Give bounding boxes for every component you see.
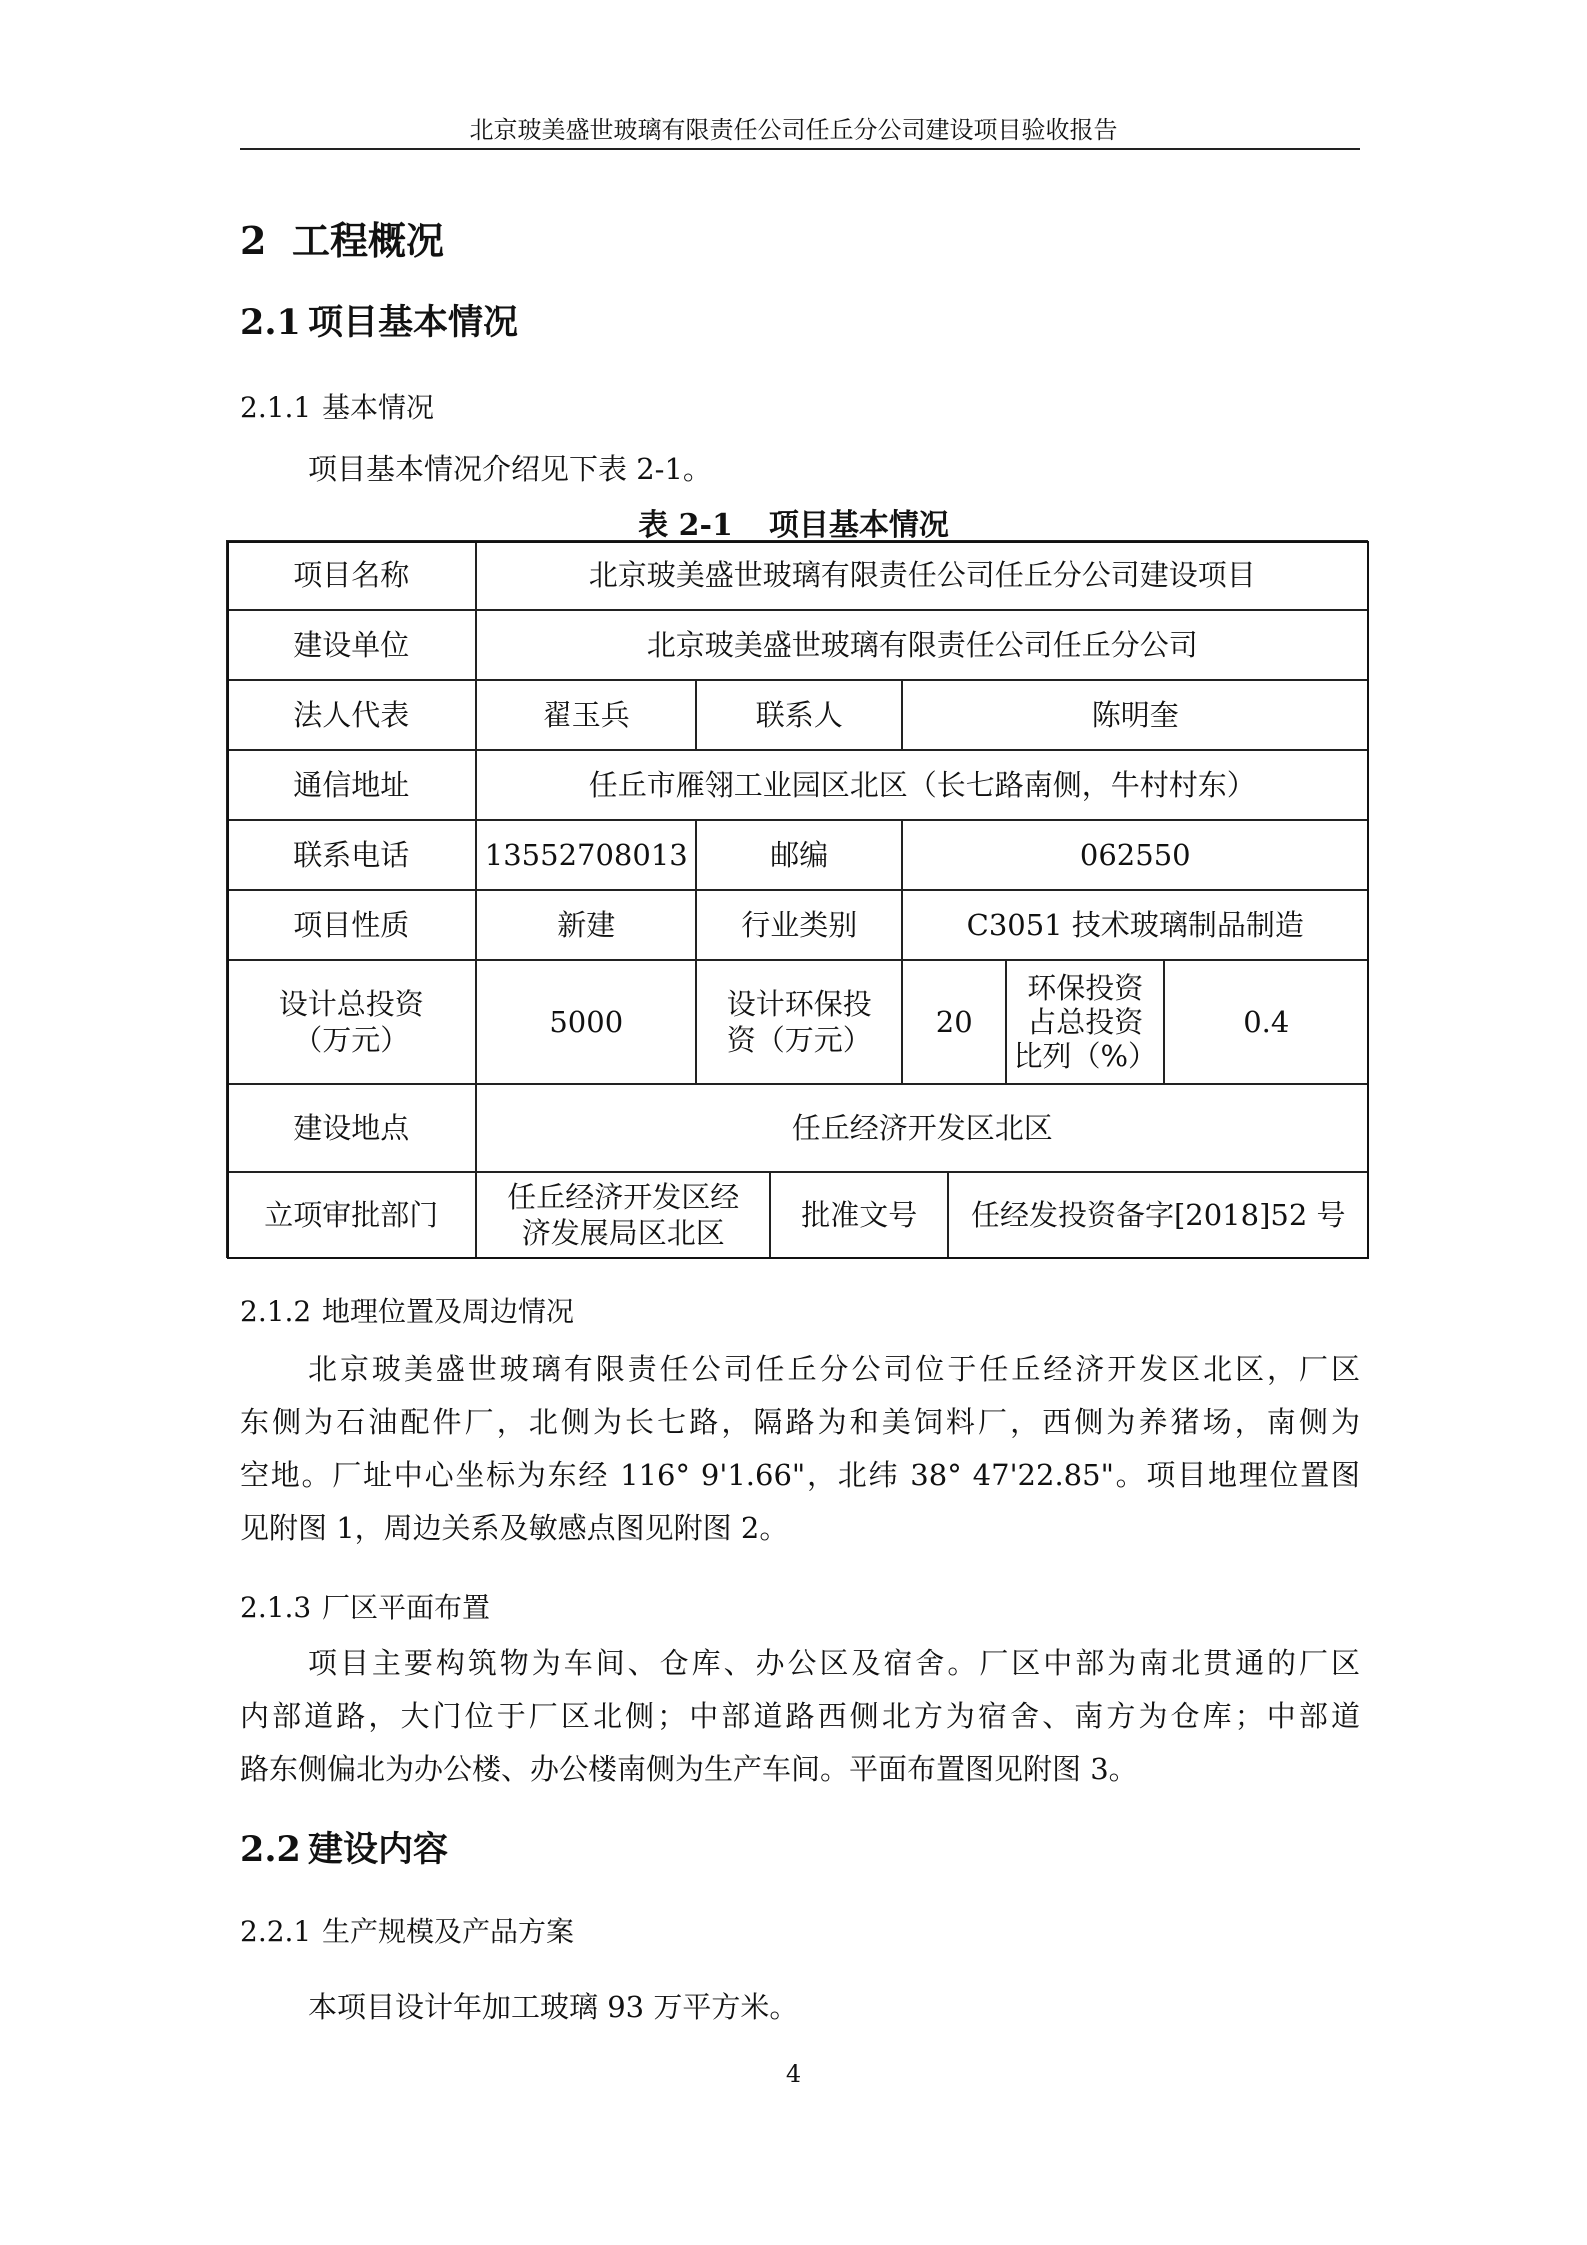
- subsection-number: 2.2.1: [240, 1915, 312, 1948]
- table-label-cell: 邮编: [696, 820, 902, 890]
- subsection-title: 生产规模及产品方案: [322, 1915, 575, 1948]
- section-number: 2.1: [240, 302, 301, 343]
- cell-line: 济发展局区北区: [521, 1216, 725, 1251]
- subsection-heading-2-2-1: [240, 1910, 574, 1950]
- subsection-heading-2-1-1: [240, 386, 434, 426]
- layout-paragraph: [240, 1637, 1360, 1796]
- table-label-cell: 通信地址: [226, 750, 476, 820]
- section-title: 建设内容: [308, 1829, 449, 1870]
- subsection-heading-2-1-3: [240, 1586, 490, 1626]
- section-heading-2-1: [240, 295, 518, 345]
- table-label-cell: 联系电话: [226, 820, 476, 890]
- chapter-title: 工程概况: [292, 218, 445, 263]
- table-value-cell: [476, 1172, 770, 1258]
- paragraph-line: 空地。厂址中心坐标为东经 116° 9'1.66"，北纬 38° 47'22.85"。项目地理位置图: [240, 1458, 1360, 1492]
- subsection-number: 2.1.3: [240, 1591, 312, 1624]
- cell-line: （万元）: [293, 1023, 410, 1058]
- table-label-cell: 行业类别: [696, 890, 902, 960]
- table-label-cell: 立项审批部门: [226, 1172, 476, 1258]
- subsection-title: 地理位置及周边情况: [322, 1295, 575, 1328]
- table-label-cell: [1006, 960, 1164, 1084]
- table-value-cell: C3051 技术玻璃制品制造: [902, 890, 1368, 960]
- paragraph-line: 见附图 1，周边关系及敏感点图见附图 2。: [240, 1511, 789, 1545]
- cell-line: 占总投资: [1027, 1005, 1144, 1040]
- table-caption: [0, 500, 1587, 544]
- paragraph-line: 内部道路，大门位于厂区北侧；中部道路西侧北方为宿舍、南方为仓库；中部道: [240, 1699, 1360, 1733]
- subsection-number: 2.1.2: [240, 1295, 312, 1328]
- table-value-cell: 062550: [902, 820, 1368, 890]
- table-value-cell: 陈明奎: [902, 680, 1368, 750]
- table-value-cell: 0.4: [1164, 960, 1368, 1084]
- table-label-cell: 建设地点: [226, 1084, 476, 1172]
- subsection-title: 基本情况: [322, 391, 435, 424]
- subsection-heading-2-1-2: [240, 1290, 574, 1330]
- subsection-title: 厂区平面布置: [322, 1591, 491, 1624]
- table-caption-number: 表 2-1: [638, 508, 733, 543]
- table-label-cell: 项目性质: [226, 890, 476, 960]
- table-caption-title: 项目基本情况: [768, 508, 949, 543]
- running-header: 北京玻美盛世玻璃有限责任公司任丘分公司建设项目验收报告: [469, 116, 1118, 144]
- intro-text: 项目基本情况介绍见下表 2-1。: [308, 452, 712, 486]
- table-value-cell: 13552708013: [476, 820, 696, 890]
- subsection-number: 2.1.1: [240, 391, 312, 424]
- table-value-cell: 北京玻美盛世玻璃有限责任公司任丘分公司建设项目: [476, 540, 1368, 610]
- table-value-cell: 新建: [476, 890, 696, 960]
- paragraph-line: 东侧为石油配件厂，北侧为长七路，隔路为和美饲料厂，西侧为养猪场，南侧为: [240, 1405, 1360, 1439]
- page-number: 4: [785, 2060, 802, 2088]
- paragraph-line: 路东侧偏北为办公楼、办公楼南侧为生产车间。平面布置图见附图 3。: [240, 1752, 1138, 1786]
- table-value-cell: 20: [902, 960, 1006, 1084]
- cell-line: 环保投资: [1027, 971, 1144, 1006]
- table-label-cell: 法人代表: [226, 680, 476, 750]
- table-label-cell: [696, 960, 902, 1084]
- cell-line: 资（万元）: [726, 1023, 872, 1058]
- cell-line: 比列（%）: [1013, 1039, 1158, 1074]
- table-label-cell: 项目名称: [226, 540, 476, 610]
- table-value-cell: 任丘市雁翎工业园区北区（长七路南侧，牛村村东）: [476, 750, 1368, 820]
- cell-line: 任丘经济开发区经: [507, 1180, 740, 1215]
- table-value-cell: 任经发投资备字[2018]52 号: [948, 1172, 1368, 1258]
- chapter-number: 2: [240, 218, 267, 263]
- paragraph-line: 北京玻美盛世玻璃有限责任公司任丘分公司位于任丘经济开发区北区，厂区: [308, 1352, 1360, 1386]
- table-label-cell: 建设单位: [226, 610, 476, 680]
- table-label-cell: 批准文号: [770, 1172, 948, 1258]
- table-value-cell: 北京玻美盛世玻璃有限责任公司任丘分公司: [476, 610, 1368, 680]
- section-title: 项目基本情况: [308, 302, 519, 343]
- section-heading-2-2: [240, 1822, 448, 1872]
- paragraph-line: 项目主要构筑物为车间、仓库、办公区及宿舍。厂区中部为南北贯通的厂区: [308, 1646, 1360, 1680]
- geo-paragraph: [240, 1343, 1360, 1555]
- project-info-table: [227, 541, 1369, 1259]
- cell-line: 设计总投资: [278, 987, 424, 1022]
- table-value-cell: 5000: [476, 960, 696, 1084]
- table-value-cell: 任丘经济开发区北区: [476, 1084, 1368, 1172]
- table-value-cell: 翟玉兵: [476, 680, 696, 750]
- header-rule: [240, 148, 1360, 150]
- table-label-cell: 联系人: [696, 680, 902, 750]
- cell-line: 设计环保投: [726, 987, 872, 1022]
- table-label-cell: [226, 960, 476, 1084]
- scale-text: 本项目设计年加工玻璃 93 万平方米。: [308, 1990, 799, 2024]
- chapter-heading: [240, 210, 444, 265]
- section-number: 2.2: [240, 1829, 301, 1870]
